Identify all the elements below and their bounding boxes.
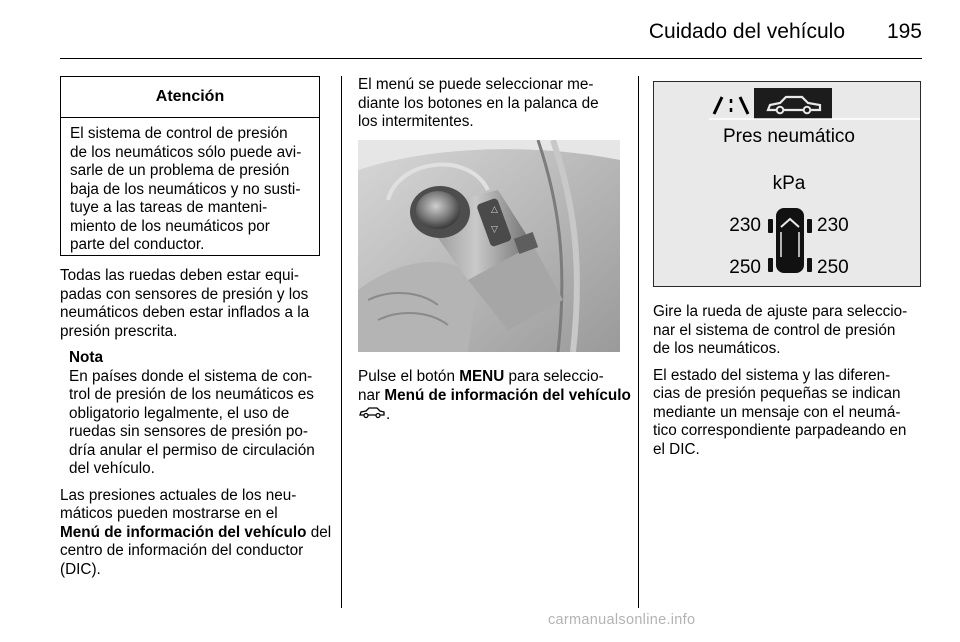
display-unit: kPa <box>772 173 806 194</box>
text-line: El menú se puede seleccionar me- <box>358 76 594 93</box>
text-line: diante los botones en la palanca de <box>358 94 599 112</box>
text-line: tico correspondiente parpadeando en <box>653 422 907 439</box>
page-header-title: Cuidado del vehículo <box>648 20 845 43</box>
text-line: cias de presión pequeñas se indican <box>653 385 901 402</box>
lever-arrow-down: ▽ <box>491 225 498 235</box>
note-line: trol de presión de los neumáticos es <box>69 386 314 403</box>
text-line: neumáticos deben estar inflados a la <box>60 304 310 321</box>
text-line: El estado del sistema y las diferen- <box>653 366 891 384</box>
watermark: carmanualsonline.info <box>548 612 696 628</box>
text-fragment: para seleccio- <box>504 368 604 385</box>
text-line: máticos pueden mostrarse en el <box>60 505 278 522</box>
lever-illustration <box>358 140 620 352</box>
menu-button-label: MENU <box>459 368 505 385</box>
text-line: (DIC). <box>60 560 101 578</box>
column-divider-left <box>341 76 342 608</box>
paragraph-sensors <box>60 267 335 341</box>
attention-title: Atención <box>61 77 319 118</box>
note-line: obligatorio legalmente, el uso de <box>69 404 290 422</box>
tire-rear-left-value: 250 <box>729 257 761 278</box>
text-fragment: nar <box>358 386 385 404</box>
note-line: ruedas sin sensores de presión po- <box>69 423 308 440</box>
dic-tire-pressure-display <box>653 81 921 287</box>
lever-arrow-up: △ <box>491 205 498 215</box>
menu-reference: Menú de información del vehículo <box>384 386 631 404</box>
text-line: centro de información del conductor <box>60 542 304 559</box>
right-column <box>653 303 928 467</box>
middle-column-intro <box>358 76 630 132</box>
display-title: Pres neumático <box>722 126 856 147</box>
attention-box <box>60 76 320 256</box>
tire-front-left-value: 230 <box>729 215 761 236</box>
attention-text <box>61 118 319 255</box>
road-icon <box>714 97 748 114</box>
text-line: Todas las ruedas deben estar equi- <box>60 267 299 284</box>
text-line: nar el sistema de control de presión <box>653 321 896 339</box>
column-divider-right <box>638 76 639 608</box>
text-line: el DIC. <box>653 440 700 458</box>
car-top-view-icon <box>768 208 812 273</box>
menu-reference: Menú de información del vehículo <box>60 523 307 541</box>
text-line: Gire la rueda de ajuste para seleccio- <box>653 303 908 320</box>
note-line: dría anular el permiso de circulación <box>69 441 315 459</box>
middle-column-instruction <box>358 368 633 425</box>
attention-line: parte del conductor. <box>70 236 205 253</box>
attention-line: tuye a las tareas de manteni- <box>70 199 268 216</box>
car-icon <box>358 405 386 425</box>
header-rule <box>60 58 922 59</box>
text-line: Las presiones actuales de los neu- <box>60 486 297 504</box>
text-fragment: Pulse el botón <box>358 368 460 385</box>
paragraph-pressures <box>60 487 335 580</box>
page-number: 195 <box>886 20 922 43</box>
note-line: En países donde el sistema de con- <box>69 367 313 385</box>
vehicle-tab-highlight <box>754 88 832 119</box>
text-line: padas con sensores de presión y los <box>60 285 309 303</box>
attention-line: de los neumáticos sólo puede avi- <box>70 143 302 161</box>
attention-line: sarle de un problema de presión <box>70 162 290 179</box>
turn-signal-lever-photo <box>358 140 620 352</box>
display-graphic <box>654 82 920 286</box>
attention-line: El sistema de control de presión <box>70 125 288 142</box>
tire-rear-right-value: 250 <box>817 257 849 278</box>
note-title: Nota <box>69 349 103 366</box>
paragraph-select-system <box>653 303 928 359</box>
text-line: mediante un mensaje con el neumá- <box>653 403 901 421</box>
text-line: de los neumáticos. <box>653 340 781 357</box>
text-line: los intermitentes. <box>358 113 474 130</box>
paragraph-system-status <box>653 367 928 460</box>
tire-front-right-value: 230 <box>817 215 849 236</box>
note-block <box>69 349 335 479</box>
left-column <box>60 267 335 587</box>
text-fragment: del <box>306 523 332 541</box>
attention-line: baja de los neumáticos y no susti- <box>70 180 301 198</box>
note-line: del vehículo. <box>69 460 155 477</box>
text-line: presión prescrita. <box>60 322 178 340</box>
text-fragment: . <box>386 405 391 423</box>
attention-line: miento de los neumáticos por <box>70 217 270 235</box>
